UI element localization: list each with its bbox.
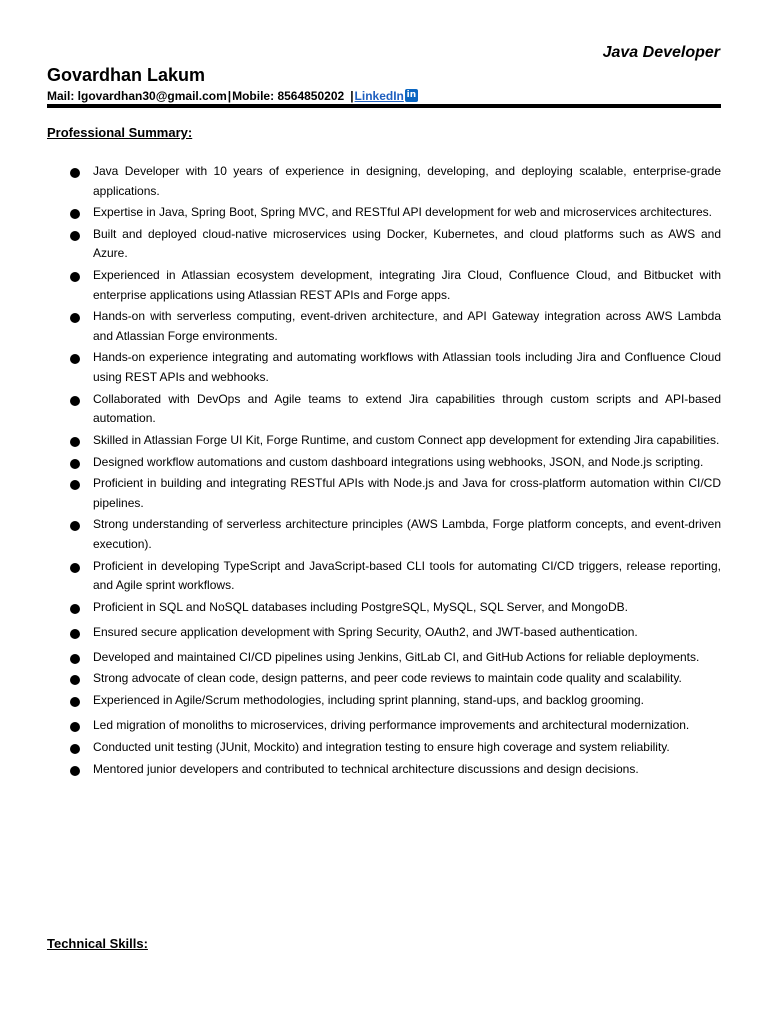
job-title: Java Developer	[602, 44, 720, 61]
bullet-icon	[70, 654, 80, 664]
professional-summary-list	[47, 162, 721, 781]
bullet-icon	[70, 604, 80, 614]
list-item: Java Developer with 10 years of experience in designing, developing, and deploying scalable, enterprise-grade applications.	[47, 162, 721, 201]
bullet-icon	[70, 209, 80, 219]
list-item: Proficient in building and integrating RESTful APIs with Node.js and Java for cross-platform automation within CI/CD pipelines.	[47, 474, 721, 513]
bullet-icon	[70, 231, 80, 241]
bullet-icon	[70, 459, 80, 469]
bullet-icon	[70, 354, 80, 364]
bullet-icon	[70, 521, 80, 531]
list-item: Led migration of monoliths to microservices, driving performance improvements and architectural modernization.	[47, 716, 721, 736]
list-item: Skilled in Atlassian Forge UI Kit, Forge Runtime, and custom Connect app development for extending Jira capabilities.	[47, 431, 721, 451]
bullet-icon	[70, 697, 80, 707]
contact-mobile: Mobile: 8564850202	[232, 89, 345, 103]
list-item: Developed and maintained CI/CD pipelines using Jenkins, GitLab CI, and GitHub Actions for reliable deployments.	[47, 648, 721, 668]
linkedin-link[interactable]: LinkedIn	[354, 89, 404, 103]
bullet-icon	[70, 744, 80, 754]
contact-email: Mail: lgovardhan30@gmail.com	[47, 89, 227, 103]
bullet-icon	[70, 272, 80, 282]
list-item: Hands-on with serverless computing, event-driven architecture, and API Gateway integration across AWS Lambda and Atlassian Forge environments.	[47, 307, 721, 346]
list-item: Proficient in developing TypeScript and JavaScript-based CLI tools for automating CI/CD triggers, release reporting, and Agile sprint workflows.	[47, 557, 721, 596]
list-item: Mentored junior developers and contributed to technical architecture discussions and design decisions.	[47, 760, 721, 780]
section-heading-professional-summary: Professional Summary:	[47, 125, 193, 140]
bullet-icon	[70, 437, 80, 447]
list-item: Hands-on experience integrating and automating workflows with Atlassian tools including Jira and Confluence Cloud using REST APIs and webhooks.	[47, 348, 721, 387]
section-heading-technical-skills: Technical Skills:	[47, 936, 148, 951]
list-item: Collaborated with DevOps and Agile teams to extend Jira capabilities through custom scripts and API-based automation.	[47, 390, 721, 429]
bullet-icon	[70, 766, 80, 776]
bullet-icon	[70, 675, 80, 685]
list-item: Strong understanding of serverless architecture principles (AWS Lambda, Forge platform concepts, and event-driven execution).	[47, 515, 721, 554]
list-item: Experienced in Agile/Scrum methodologies, including sprint planning, stand-ups, and backlog grooming.	[47, 691, 721, 711]
bullet-icon	[70, 396, 80, 406]
linkedin-icon[interactable]: in	[406, 89, 417, 100]
list-item: Experienced in Atlassian ecosystem development, integrating Jira Cloud, Confluence Cloud, and Bitbucket with enterprise applications using Atlassian REST APIs and Forge apps.	[47, 266, 721, 305]
bullet-icon	[70, 313, 80, 323]
list-item: Proficient in SQL and NoSQL databases including PostgreSQL, MySQL, SQL Server, and MongoDB.	[47, 598, 721, 618]
bullet-icon	[70, 629, 80, 639]
list-item: Designed workflow automations and custom dashboard integrations using webhooks, JSON, and Node.js scripting.	[47, 453, 721, 473]
contact-line	[47, 89, 418, 103]
candidate-name: Govardhan Lakum	[47, 65, 206, 85]
bullet-icon	[70, 722, 80, 732]
bullet-icon	[70, 168, 80, 178]
header-divider	[47, 104, 721, 108]
bullet-icon	[70, 563, 80, 573]
contact-separator: |	[227, 89, 232, 103]
bullet-icon	[70, 480, 80, 490]
list-item: Ensured secure application development with Spring Security, OAuth2, and JWT-based authentication.	[47, 623, 721, 643]
list-item: Expertise in Java, Spring Boot, Spring MVC, and RESTful API development for web and microservices architectures.	[47, 203, 721, 223]
contact-separator: |	[350, 89, 354, 103]
list-item: Strong advocate of clean code, design patterns, and peer code reviews to maintain code quality and scalability.	[47, 669, 721, 689]
list-item: Built and deployed cloud-native microservices using Docker, Kubernetes, and cloud platforms such as AWS and Azure.	[47, 225, 721, 264]
list-item: Conducted unit testing (JUnit, Mockito) and integration testing to ensure high coverage and system reliability.	[47, 738, 721, 758]
